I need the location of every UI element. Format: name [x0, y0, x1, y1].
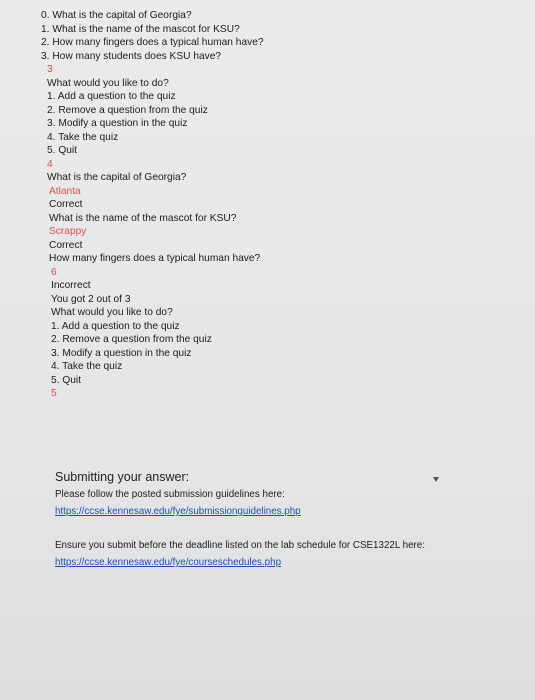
- console-output: [41, 9, 341, 401]
- console-line: 2. Remove a question from the quiz: [51, 334, 212, 345]
- console-input-line: Scrappy: [49, 226, 87, 237]
- console-line: What would you like to do?: [51, 307, 173, 318]
- console-input-line: 4: [47, 158, 53, 170]
- console-line: You got 2 out of 3: [51, 293, 131, 305]
- console-input-line: Atlanta: [49, 185, 81, 197]
- console-line: 4. Take the quiz: [51, 361, 123, 372]
- guidelines-link[interactable]: https://ccse.kennesaw.edu/fye/submissionguidelines.php: [55, 506, 301, 517]
- deadline-text: Ensure you submit before the deadline listed on the lab schedule for CSE1322L here:: [55, 540, 425, 551]
- console-line: What is the capital of Georgia?: [47, 172, 187, 183]
- console-line: 0. What is the capital of Georgia?: [41, 10, 192, 21]
- console-line: 5. Quit: [51, 374, 82, 386]
- console-line: Correct: [49, 199, 83, 210]
- section-spacer: [55, 519, 515, 539]
- submission-heading: Submitting your answer:: [55, 470, 190, 484]
- console-line: Incorrect: [51, 280, 91, 291]
- console-line: What is the name of the mascot for KSU?: [49, 212, 237, 224]
- console-line: 3. Modify a question in the quiz: [51, 347, 192, 359]
- console-line: 3. Modify a question in the quiz: [47, 118, 188, 129]
- console-line: 3. How many students does KSU have?: [41, 50, 222, 62]
- console-line: 2. Remove a question from the quiz: [47, 104, 208, 116]
- submission-section: [55, 468, 515, 570]
- guidelines-text: Please follow the posted submission guidelines here:: [55, 489, 285, 500]
- console-line: 1. Add a question to the quiz: [47, 91, 176, 102]
- console-line: How many fingers does a typical human have?: [49, 253, 261, 264]
- console-line: 1. What is the name of the mascot for KSU?: [41, 23, 240, 35]
- console-input-line: 3: [47, 64, 53, 75]
- console-line: 5. Quit: [47, 145, 78, 156]
- console-line: 2. How many fingers does a typical human have?: [41, 37, 264, 48]
- console-line: Correct: [49, 239, 83, 251]
- pointer-mark-icon: [433, 477, 439, 482]
- schedule-link[interactable]: https://ccse.kennesaw.edu/fye/courseschedules.php: [55, 557, 282, 568]
- console-line: 4. Take the quiz: [47, 131, 119, 143]
- console-input-line: 6: [51, 266, 57, 278]
- console-input-line: 5: [51, 388, 57, 399]
- console-line: 1. Add a question to the quiz: [51, 320, 180, 332]
- console-line: What would you like to do?: [47, 77, 169, 89]
